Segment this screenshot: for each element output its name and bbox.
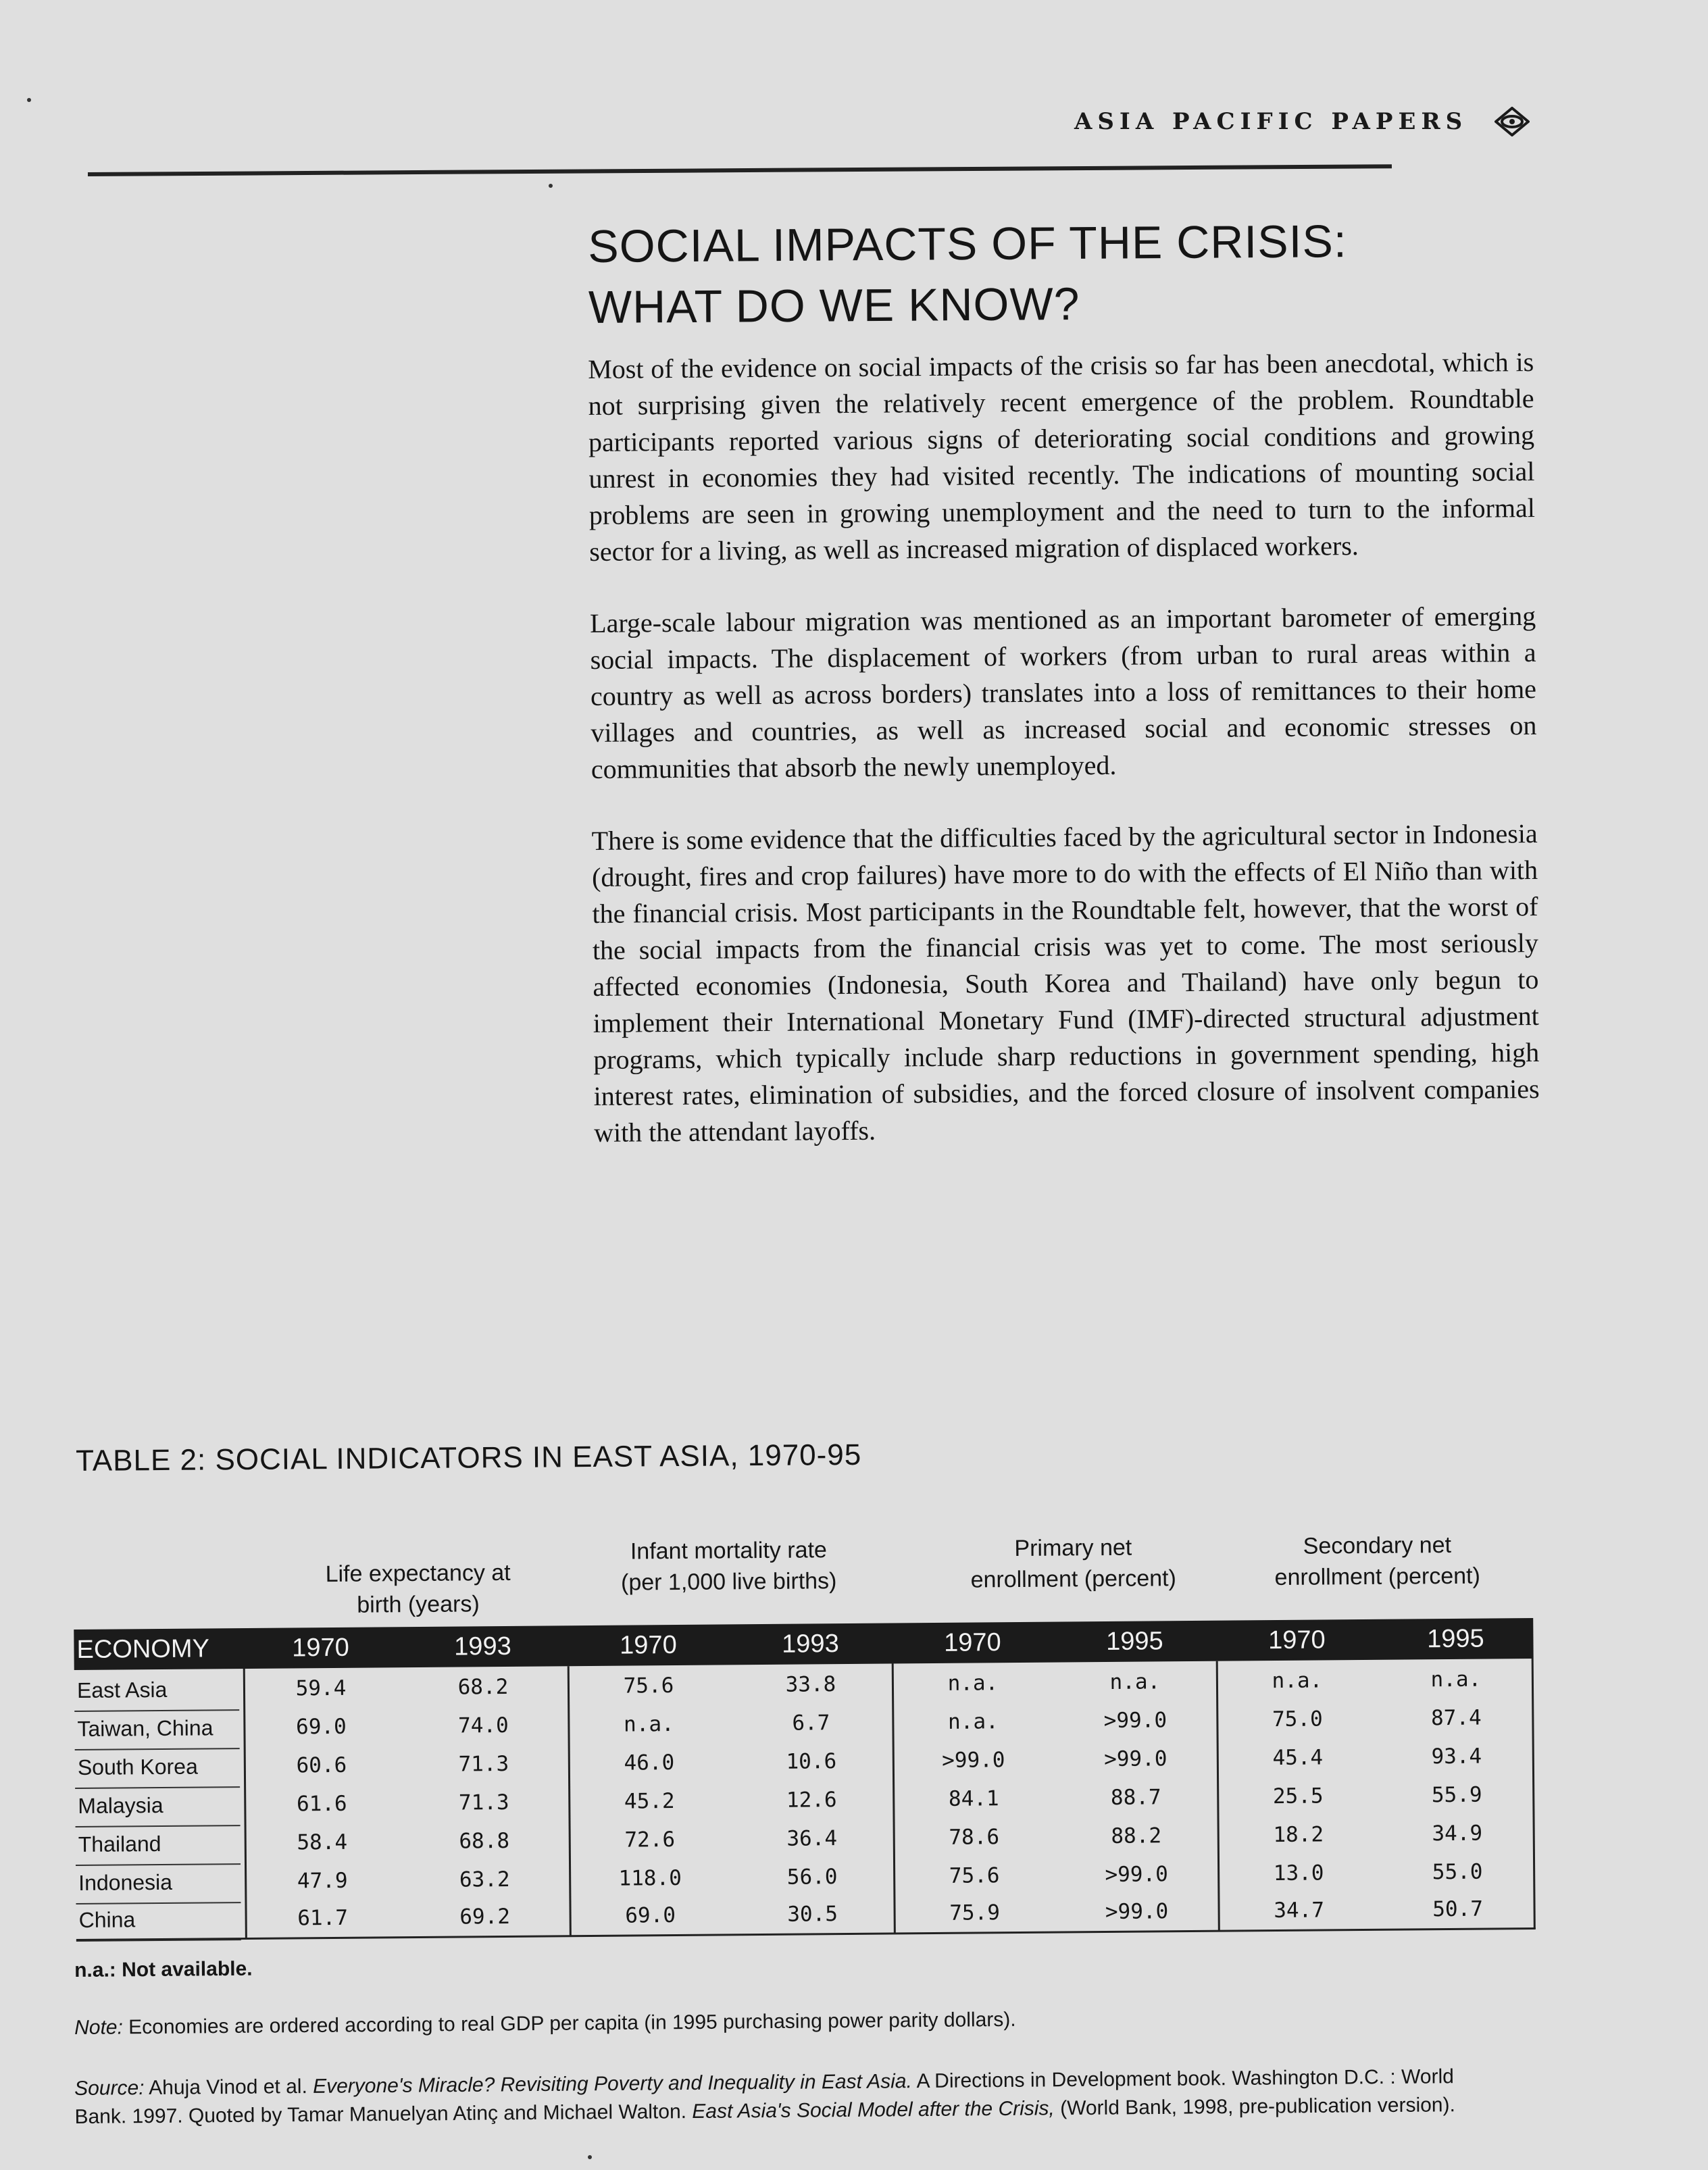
cell-value: 69.0 [295,1714,347,1740]
source-label: Source: [74,2077,145,2100]
secondary-header-line-1: Secondary net [1303,1532,1452,1559]
primary-header-line-1: Primary net [1014,1534,1132,1562]
source-book-title: Everyone's Miracle? Revisiting Poverty and Inequality in East Asia. [313,2070,912,2098]
cell-value: 88.7 [1110,1785,1161,1810]
cell-value: 84.1 [948,1786,999,1811]
cell-value: >99.0 [1103,1708,1167,1734]
paragraph-1: Most of the evidence on social impacts of the crisis so far has been anecdotal, which is not surprising given the relatively recent emergence of the problem. Roundtable participants reported various signs of deteriorating social conditions and growing unrest in economies they had visited recently. The indications of mounting social problems are seen in growing unemployment and the need to turn to the informal sector for a living, as well as increased migration of displaced workers. [588,347,1536,567]
cell-value: 47.9 [297,1868,348,1894]
table-title: TABLE 2: SOCIAL INDICATORS IN EAST ASIA, 1970-95 [76,1438,862,1478]
source-quoted-by: Bank. 1997. Quoted by Tamar Manuelyan Atinç and Michael Walton. [74,2100,693,2128]
life-expectancy-header [276,1557,560,1621]
row-economy: South Korea [75,1746,240,1789]
cell-value: 78.6 [949,1825,1000,1850]
cell-value: 50.7 [1432,1896,1484,1922]
eye-in-diamond-icon [1494,107,1530,136]
cell-value: 118.0 [618,1865,682,1891]
source-edition: (World Bank, 1998, pre-publication version). [1054,2094,1455,2120]
cell-value: n.a. [1272,1668,1323,1694]
row-economy: East Asia [74,1669,239,1712]
source-publisher: A Directions in Development book. Washington D.C. : World [911,2065,1454,2093]
cell-value: 34.9 [1432,1821,1483,1846]
row-economy: Indonesia [76,1861,241,1904]
note-label: Note: [74,2016,124,2039]
header-rule [88,164,1392,176]
cell-value: 56.0 [786,1865,838,1890]
header-secondary-1970: 1970 [1268,1625,1326,1655]
print-speck [27,98,31,102]
cell-value: 10.6 [786,1749,837,1774]
cell-value: 68.2 [457,1674,509,1700]
source-paper-title: East Asia's Social Model after the Crisis, [692,2097,1055,2123]
table-body [74,1659,1536,1940]
cell-value: 87.4 [1430,1705,1482,1731]
cell-value: 75.6 [623,1673,674,1698]
primary-header-line-2: enrollment (percent) [970,1565,1177,1593]
note-footnote [74,2009,1016,2040]
cell-value: 88.2 [1111,1823,1162,1848]
cell-value: 18.2 [1273,1822,1324,1848]
cell-value: 45.4 [1272,1745,1324,1771]
primary-enrollment-header [918,1532,1229,1596]
running-head [1074,101,1530,142]
article-title-line-1: SOCIAL IMPACTS OF THE CRISIS: [588,216,1348,272]
source-footnote [74,2065,1455,2129]
infant-mortality-header [573,1534,884,1599]
cell-value: 93.4 [1431,1744,1482,1769]
cell-value: 13.0 [1273,1861,1324,1886]
header-primary-1995: 1995 [1106,1627,1163,1656]
life-header-line-2: birth (years) [357,1591,480,1618]
cell-value: 63.2 [459,1867,510,1892]
source-line-2 [74,2094,1455,2129]
cell-value: 59.4 [295,1675,347,1701]
header-life-1993: 1993 [454,1632,511,1661]
na-footnote: n.a.: Not available. [74,1957,253,1982]
row-economy: Thailand [76,1823,241,1866]
cell-value: 72.6 [624,1827,676,1852]
header-life-1970: 1970 [292,1633,349,1663]
social-indicators-table [73,1509,1536,1979]
header-infant-1993: 1993 [782,1630,839,1659]
cell-value: >99.0 [1105,1899,1169,1925]
cell-value: 74.0 [457,1713,509,1738]
life-header-line-1: Life expectancy at [325,1559,511,1588]
article-title [588,209,1534,338]
cell-value: >99.0 [1104,1746,1167,1772]
header-infant-1970: 1970 [620,1630,677,1660]
cell-value: 60.6 [296,1752,347,1778]
cell-value: >99.0 [1105,1862,1168,1888]
cell-value: n.a. [623,1712,674,1737]
cell-value: 34.7 [1274,1898,1325,1923]
cell-value: 25.5 [1272,1784,1324,1809]
cell-value: 61.6 [296,1791,347,1817]
row-economy: Taiwan, China [74,1707,239,1750]
infant-header-line-1: Infant mortality rate [630,1537,828,1565]
secondary-enrollment-header [1222,1529,1533,1594]
row-economy: China [76,1898,241,1942]
cell-value: 71.3 [458,1751,509,1777]
cell-value: 55.0 [1432,1859,1483,1885]
print-speck [549,184,553,188]
cell-value: 6.7 [792,1711,830,1736]
cell-value: n.a. [1430,1667,1482,1692]
paragraph-2: Large-scale labour migration was mentioned as an important barometer of emerging social impacts. The displacement of workers (from urban to rural areas within a country as well as across borders) translates into a loss of remittances to their home villages and countries, as well as increased social and economic stresses on communities that absorb the newly unemployed. [589,600,1537,784]
print-speck [588,2155,592,2159]
cell-value: 69.0 [625,1903,676,1928]
note-text: Economies are ordered according to real GDP per capita (in 1995 purchasing power parity dollars). [122,2008,1016,2039]
cell-value: 68.8 [459,1828,510,1854]
cell-value: 71.3 [458,1790,509,1815]
cell-value: 69.2 [459,1904,511,1929]
cell-value: 46.0 [624,1750,675,1775]
header-secondary-1995: 1995 [1427,1624,1484,1654]
cell-value: 55.9 [1431,1782,1482,1808]
cell-value: 61.7 [297,1905,349,1931]
source-authors: Ahuja Vinod et al. [144,2075,313,2100]
article-title-line-2: WHAT DO WE KNOW? [588,278,1080,333]
cell-value: n.a. [947,1671,999,1696]
article-body [588,344,1540,1186]
paragraph-3: There is some evidence that the difficulties faced by the agricultural sector in Indonesia (drought, fires and crop failures) have more to do with the effects of El Niño than with the financial crisis. Most participants in the Roundtable felt, however, that the worst of the social impacts from the financial crisis was yet to come. The most seriously affected economies (Indonesia, South Korea and Thailand) have only begun to implement their International Monetary Fund (IMF)-directed structural adjustment programs, which typically include sharp reductions in government spending, high interest rates, elimination of subsidies, and the forced closure of insolvent companies with the attendant layoffs. [591,817,1540,1148]
cell-value: 30.5 [787,1902,838,1927]
cell-value: 58.4 [297,1830,348,1855]
cell-value: 75.0 [1272,1707,1323,1732]
cell-value: >99.0 [942,1748,1005,1773]
header-economy: ECONOMY [76,1634,210,1664]
cell-value: n.a. [1109,1669,1161,1694]
cell-value: n.a. [947,1709,999,1734]
cell-value: 75.9 [949,1900,1001,1925]
header-primary-1970: 1970 [944,1628,1001,1657]
secondary-header-line-2: enrollment (percent) [1274,1563,1480,1591]
running-head-text: ASIA PACIFIC PAPERS [1074,108,1468,135]
cell-value: 36.4 [786,1826,838,1851]
cell-value: 33.8 [785,1672,836,1697]
infant-header-line-2: (per 1,000 live births) [620,1568,837,1596]
cell-value: 75.6 [949,1863,1000,1888]
cell-value: 45.2 [624,1789,675,1814]
row-economy: Malaysia [75,1784,240,1827]
cell-value: 12.6 [786,1788,837,1813]
